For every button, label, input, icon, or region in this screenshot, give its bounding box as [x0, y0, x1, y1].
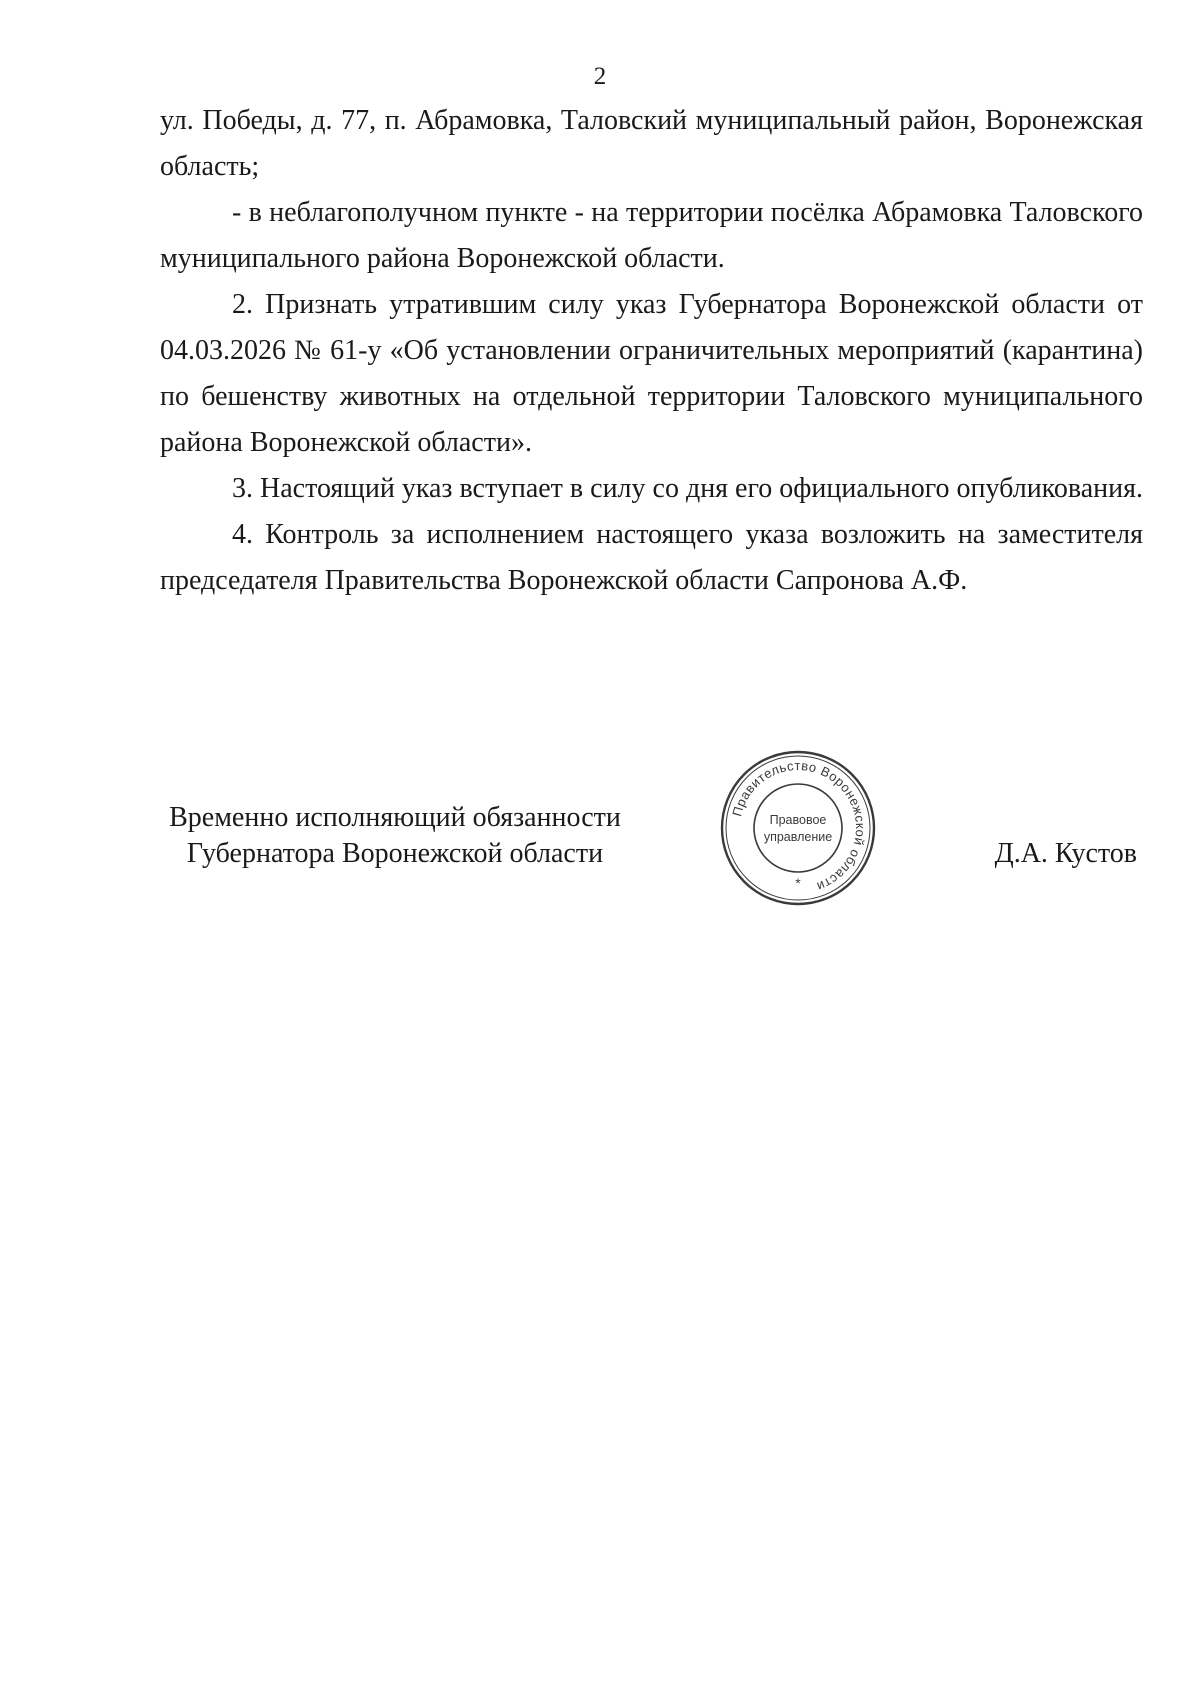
signatory-position-line-1: Временно исполняющий обязанности	[169, 802, 621, 833]
seal-ring-text: Правительство Воронежской области	[729, 757, 869, 895]
seal-center-line-2: управление	[763, 830, 833, 844]
signatory-name: Д.А. Кустов	[994, 838, 1137, 869]
signature-block	[160, 800, 1143, 910]
document-body	[160, 98, 1143, 604]
seal-star-mark: *	[795, 875, 801, 891]
seal-stamp	[718, 748, 878, 908]
paragraph-item-3: 3. Настоящий указ вступает в силу со дня его официального опубликования.	[232, 473, 1143, 504]
page-number: 2	[593, 63, 607, 90]
seal-inner-ring	[754, 784, 842, 872]
seal-center-line-1: Правовое	[769, 813, 827, 827]
signatory-position-line-2: Губернатора Воронежской области	[186, 838, 604, 869]
paragraph-address: ул. Победы, д. 77, п. Абрамовка, Таловский муниципальный район, Воронежская область;	[160, 105, 1143, 182]
paragraph-item-4: 4. Контроль за исполнением настоящего указа возложить на заместителя председателя Правительства Воронежской области Сапронова А.Ф.	[160, 519, 1143, 596]
signatory-position	[160, 800, 630, 872]
paragraph-unfavorable-point: - в неблагополучном пункте - на территории посёлка Абрамовка Таловского муниципального района Воронежской области.	[160, 197, 1143, 274]
paragraph-item-2: 2. Признать утратившим силу указ Губернатора Воронежской области от 04.03.2026 № 61-у «Об установлении ограничительных мероприятий (карантина) по бешенству животных на отдельной территории Таловского муниципального района Воронежской области».	[160, 289, 1143, 458]
